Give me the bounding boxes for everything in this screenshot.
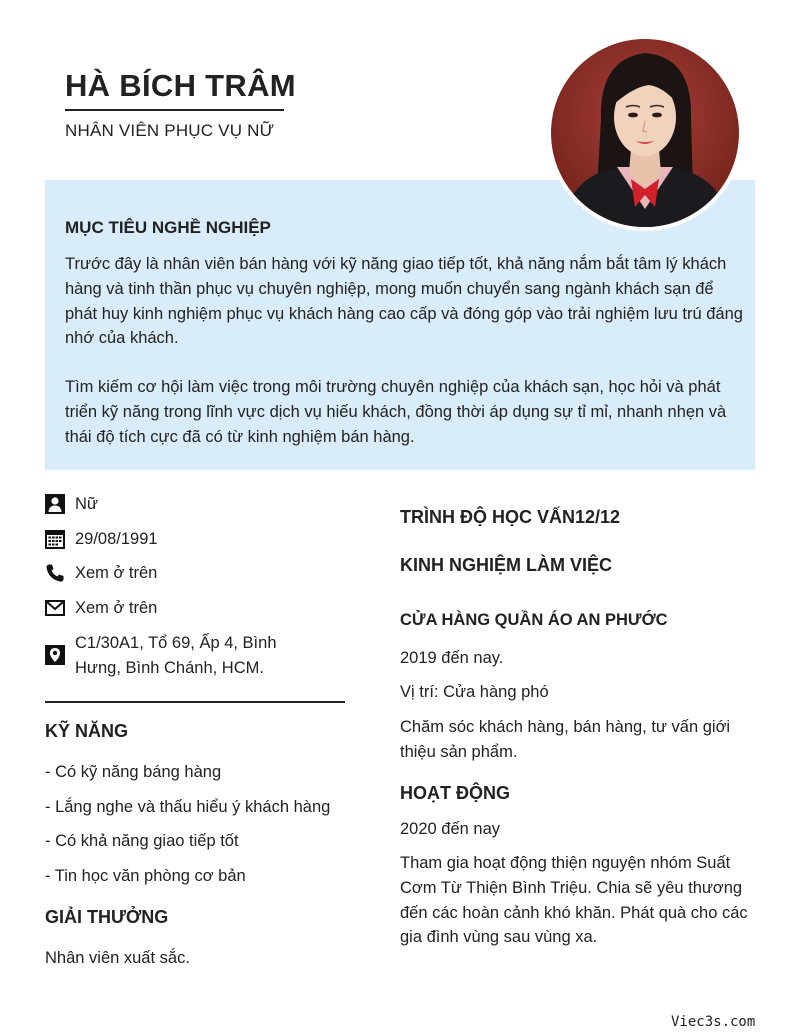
watermark: Viec3s.com <box>671 1014 756 1030</box>
contact-birthday <box>45 527 305 552</box>
skills-title: KỸ NĂNG <box>45 721 129 741</box>
mail-icon <box>45 598 65 618</box>
skill-item: - Có khả năng giao tiếp tốt <box>45 832 239 850</box>
skill-item: - Có kỹ năng báng hàng <box>45 763 222 781</box>
phone-icon <box>45 563 65 583</box>
awards-title: GIẢI THƯỞNG <box>45 907 169 927</box>
birthday-text: 29/08/1991 <box>75 530 158 548</box>
objective-paragraph-1: Trước đây là nhân viên bán hàng với kỹ năng giao tiếp tốt, khả năng nắm bắt tâm lý khách hàng và tinh thần phục vụ chuyên nghiệp, mong muốn chuyển sang ngành khách sạn để phát huy kinh nghiệm phục vụ khách hàng cao cấp và đóng góp vào trải nghiệm lưu trú đáng nhớ của khách. <box>65 255 743 348</box>
contact-address <box>45 631 295 681</box>
location-icon <box>45 645 65 665</box>
award-text: Nhân viên xuất sắc. <box>45 949 190 967</box>
contact-gender <box>45 492 305 517</box>
calendar-icon <box>45 529 65 549</box>
email-text: Xem ở trên <box>75 599 158 617</box>
left-divider <box>45 701 345 703</box>
skill-item: - Tin học văn phòng cơ bản <box>45 867 246 885</box>
activities-title: HOẠT ĐỘNG <box>400 783 510 803</box>
company-name: CỬA HÀNG QUẦN ÁO AN PHƯỚC <box>400 611 668 629</box>
experience-position: Vị trí: Cửa hàng phó <box>400 683 549 701</box>
experience-description: Chăm sóc khách hàng, bán hàng, tư vấn giới thiệu sản phẩm. <box>400 718 731 761</box>
profile-photo-image <box>551 39 739 227</box>
address-text: C1/30A1, Tổ 69, Ấp 4, Bình Hưng, Bình Chánh, HCM. <box>75 634 277 677</box>
contact-phone <box>45 561 305 586</box>
experience-period: 2019 đến nay. <box>400 649 504 667</box>
skill-item: - Lắng nghe và thấu hiểu ý khách hàng <box>45 798 331 816</box>
activities-period: 2020 đến nay <box>400 820 501 838</box>
contact-email <box>45 596 305 621</box>
activities-description: Tham gia hoạt động thiện nguyện nhóm Suất Cơm Từ Thiện Bình Triệu. Chia sẽ yêu thương đến các hoàn cảnh khó khăn. Phát quà cho các gia đình vùng sau vùng xa. <box>400 854 748 947</box>
user-icon <box>45 494 65 514</box>
gender-text: Nữ <box>75 495 98 513</box>
objective-paragraph-2: Tìm kiếm cơ hội làm việc trong môi trường chuyên nghiệp của khách sạn, học hỏi và phát triển kỹ năng trong lĩnh vực dịch vụ hiếu khách, đồng thời áp dụng sự tỉ mỉ, nhanh nhẹn và thái độ tích cực đã có từ kinh nghiệm bán hàng. <box>65 378 727 446</box>
objective-title: MỤC TIÊU NGHỀ NGHIỆP <box>65 218 271 237</box>
phone-text: Xem ở trên <box>75 564 158 582</box>
job-title: NHÂN VIÊN PHỤC VỤ NỮ <box>65 121 275 140</box>
education-title: TRÌNH ĐỘ HỌC VẤN12/12 <box>400 507 621 527</box>
profile-photo <box>547 35 743 231</box>
candidate-name: HÀ BÍCH TRÂM <box>65 68 296 103</box>
name-underline <box>65 109 284 111</box>
experience-title: KINH NGHIỆM LÀM VIỆC <box>400 555 613 575</box>
